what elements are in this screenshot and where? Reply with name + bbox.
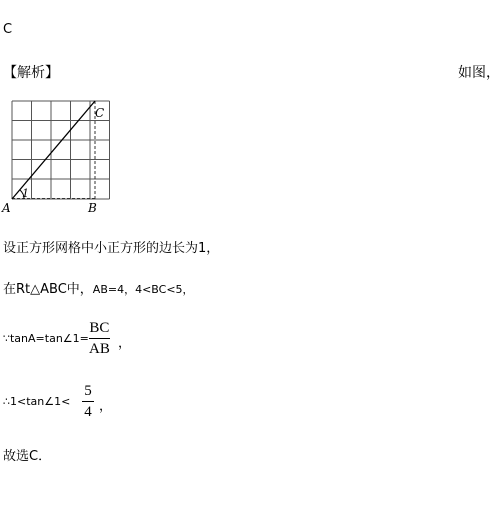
fraction-5-4	[82, 382, 94, 421]
line-tan-suffix: ，	[118, 336, 132, 351]
line-rt-triangle	[3, 278, 194, 297]
answer-text: C	[3, 22, 13, 37]
line-rt-rest: AB=4，4<BC<5，	[92, 283, 194, 296]
fraction-bc: BC	[89, 320, 110, 336]
fraction-bc-ab	[89, 319, 110, 358]
fraction-ab: AB	[89, 341, 110, 357]
figure-caption: 如图，	[458, 65, 500, 81]
grid-figure	[0, 96, 125, 216]
fraction-4: 4	[84, 404, 92, 420]
line-side-length: 设正方形网格中小正方形的边长为1，	[3, 241, 220, 256]
line-tan-prefix: ∵tanA=tan∠1=	[3, 332, 89, 345]
label-c: C	[95, 106, 105, 120]
label-angle-1: 1	[22, 187, 29, 200]
line-answer-choice: 故选C．	[3, 449, 52, 464]
label-a: A	[2, 201, 11, 215]
line-rt-prefix: 在Rt△ABC中，	[3, 282, 93, 297]
fraction-5: 5	[84, 383, 92, 399]
line-ineq-prefix: ∴1<tan∠1<	[3, 395, 71, 408]
label-b: B	[88, 201, 97, 215]
line-ineq-suffix: ，	[99, 399, 113, 414]
analysis-label: 【解析】	[3, 65, 59, 81]
